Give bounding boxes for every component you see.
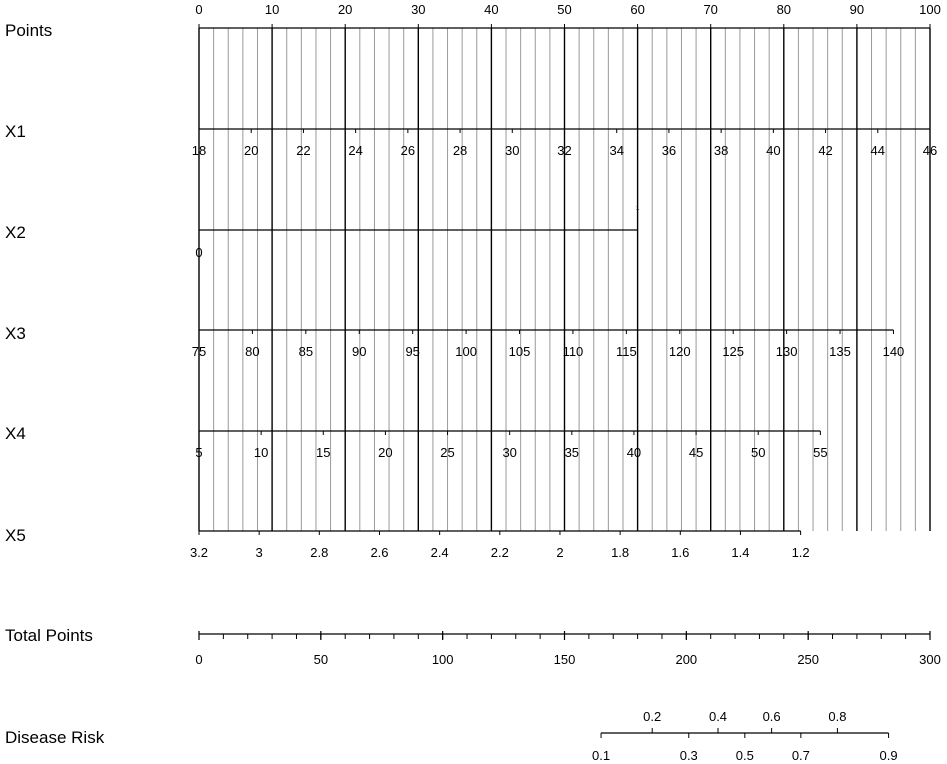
tick-label-points-90: 90 — [849, 2, 865, 17]
tick-label-x5-2p6: 2.6 — [370, 545, 389, 560]
tick-label-x4-20: 20 — [378, 445, 393, 460]
tick-label-x5-3: 3 — [255, 545, 263, 560]
tick-label-x5-2: 2 — [556, 545, 564, 560]
tick-label-points-60: 60 — [630, 2, 645, 17]
tick-label-x5-1p4: 1.4 — [731, 545, 750, 560]
tick-label-x5-1p8: 1.8 — [611, 545, 630, 560]
tick-label-x1-42: 42 — [818, 143, 833, 158]
row-label-disease-risk: Disease Risk — [5, 728, 105, 747]
row-label-total-points: Total Points — [5, 626, 93, 645]
tick-label-x1-38: 38 — [713, 143, 729, 158]
tick-label-x4-55: 55 — [813, 445, 828, 460]
tick-label-x5-1p6: 1.6 — [671, 545, 690, 560]
tick-label-x5-2p8: 2.8 — [310, 545, 329, 560]
tick-label-x1-32: 32 — [557, 143, 572, 158]
tick-label-disease-risk-0p4: 0.4 — [708, 709, 728, 724]
tick-label-x3-105: 105 — [508, 344, 531, 359]
tick-label-x4-10: 10 — [253, 445, 269, 460]
tick-label-x4-50: 50 — [750, 445, 766, 460]
tick-label-x4-30: 30 — [502, 445, 517, 460]
tick-label-points-80: 80 — [776, 2, 792, 17]
tick-label-x4-40: 40 — [626, 445, 642, 460]
tick-label-x3-135: 135 — [829, 344, 851, 359]
tick-label-x4-5: 5 — [195, 445, 203, 460]
row-label-points: Points — [5, 21, 53, 40]
tick-label-disease-risk-0p9: 0.9 — [879, 748, 898, 763]
tick-label-x5-2p2: 2.2 — [490, 545, 509, 560]
tick-label-x1-30: 30 — [505, 143, 520, 158]
tick-label-x1-34: 34 — [609, 143, 624, 158]
tick-label-x1-28: 28 — [452, 143, 468, 158]
tick-label-x4-15: 15 — [316, 445, 331, 460]
tick-label-disease-risk-0p6: 0.6 — [762, 709, 781, 724]
tick-label-x3-80: 80 — [245, 344, 260, 359]
tick-label-points-70: 70 — [703, 2, 718, 17]
tick-label-total-points-300: 300 — [919, 652, 941, 667]
row-label-x2: X2 — [5, 223, 26, 242]
tick-label-total-points-100: 100 — [431, 652, 454, 667]
tick-label-x1-36: 36 — [661, 143, 677, 158]
row-label-x4: X4 — [5, 424, 26, 443]
tick-label-x1-18: 18 — [191, 143, 207, 158]
tick-label-disease-risk-0p7: 0.7 — [791, 748, 810, 763]
scale-axes — [190, 2, 941, 763]
tick-label-x3-95: 95 — [405, 344, 420, 359]
tick-label-x4-25: 25 — [440, 445, 455, 460]
tick-label-x3-115: 115 — [615, 344, 637, 359]
tick-label-x3-100: 100 — [455, 344, 477, 359]
tick-label-x1-24: 24 — [348, 143, 363, 158]
tick-label-x5-2p4: 2.4 — [430, 545, 449, 560]
tick-label-x1-22: 22 — [296, 143, 311, 158]
tick-label-points-50: 50 — [557, 2, 572, 17]
tick-label-total-points-200: 200 — [675, 652, 698, 667]
tick-label-x5-3p2: 3.2 — [189, 545, 209, 560]
tick-label-disease-risk-0p5: 0.5 — [735, 748, 754, 763]
row-label-x1: X1 — [5, 122, 26, 141]
tick-label-points-30: 30 — [411, 2, 426, 17]
tick-label-points-100: 100 — [919, 2, 941, 17]
tick-label-total-points-0: 0 — [195, 652, 203, 667]
tick-label-total-points-250: 250 — [797, 652, 820, 667]
tick-label-x2-0: 0 — [195, 245, 203, 260]
tick-label-x1-44: 44 — [870, 143, 886, 158]
tick-label-x2-1: 1 — [635, 206, 640, 212]
tick-label-x3-85: 85 — [298, 344, 314, 359]
tick-label-x3-120: 120 — [668, 344, 691, 359]
tick-label-x3-130: 130 — [775, 344, 798, 359]
tick-label-x1-46: 46 — [922, 143, 938, 158]
tick-label-x5-1p2: 1.2 — [791, 545, 810, 560]
row-label-x5: X5 — [5, 526, 26, 545]
tick-label-disease-risk-0p3: 0.3 — [679, 748, 698, 763]
tick-label-x3-90: 90 — [352, 344, 367, 359]
tick-label-points-10: 10 — [264, 2, 280, 17]
tick-label-points-20: 20 — [337, 2, 353, 17]
tick-label-x4-35: 35 — [564, 445, 580, 460]
tick-label-total-points-50: 50 — [313, 652, 329, 667]
tick-label-x3-140: 140 — [882, 344, 905, 359]
tick-label-disease-risk-0p2: 0.2 — [643, 709, 662, 724]
tick-label-x1-40: 40 — [766, 143, 781, 158]
tick-label-disease-risk-0p8: 0.8 — [828, 709, 847, 724]
tick-label-x3-125: 125 — [722, 344, 745, 359]
tick-label-x1-26: 26 — [400, 143, 416, 158]
tick-label-x3-75: 75 — [191, 344, 207, 359]
row-labels — [5, 21, 105, 747]
tick-label-x1-20: 20 — [243, 143, 259, 158]
tick-label-disease-risk-0p1: 0.1 — [592, 748, 611, 763]
tick-label-points-40: 40 — [484, 2, 499, 17]
tick-label-x4-45: 45 — [688, 445, 704, 460]
tick-label-points-0: 0 — [195, 2, 203, 17]
row-label-x3: X3 — [5, 324, 26, 343]
tick-label-x3-110: 110 — [562, 344, 584, 359]
tick-label-total-points-150: 150 — [553, 652, 576, 667]
